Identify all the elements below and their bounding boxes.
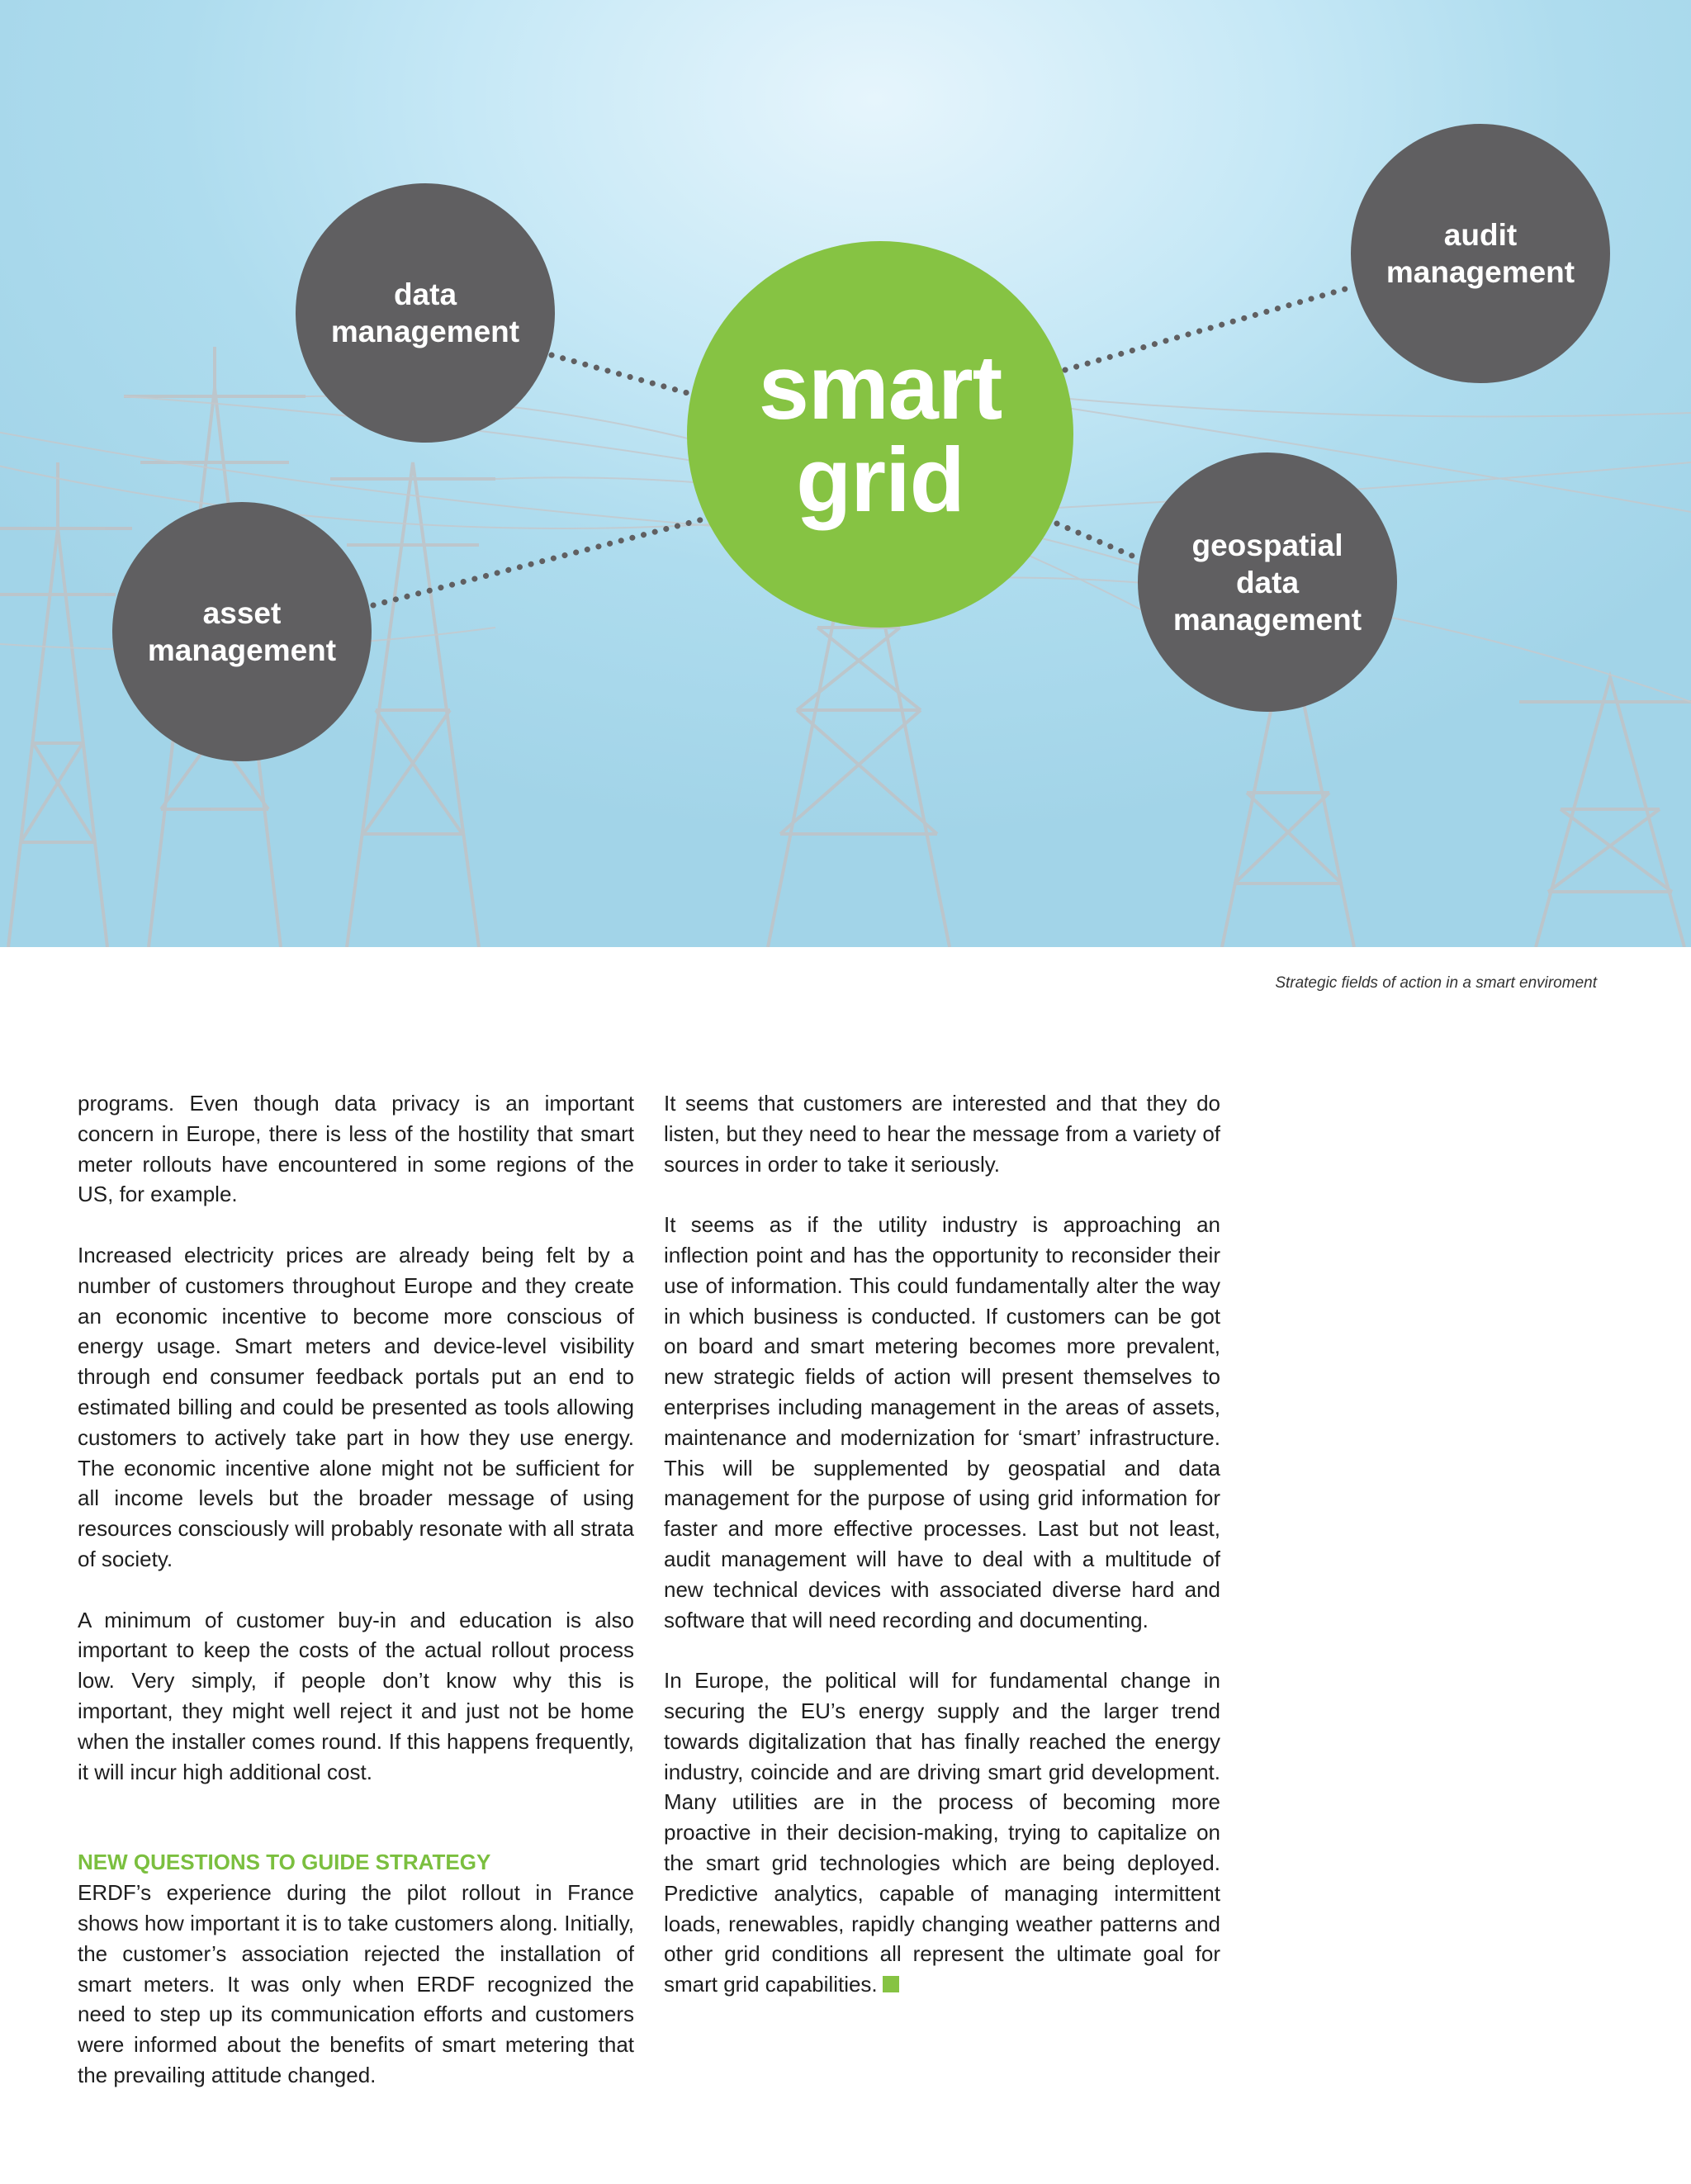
left-paragraph-2: Increased electricity prices are already being felt by a number of customers throughout Europe and they create an economic incentive to become more conscious of energy usage. Smart meters and device-level visibility through end consumer feedback portals put an end to estimated billing and could be presented as tools allowing customers to actively take part in how they use energy. The economic incentive alone might not be sufficient for all income levels but the broader message of using resources consciously will probably resonate with all strata of society. [78,1242,634,1571]
connector-asset-management [373,519,706,605]
left-column [78,1088,634,2091]
left-paragraph-3: A minimum of customer buy-in and education is also important to keep the costs of the actual rollout process low. Very simply, if people don’t know why this is important, they might well reject it and just not be home when the installer comes round. If this happens frequently, it will incur high additional cost. [78,1607,634,1784]
connector-geospatial [1057,523,1138,558]
smart-grid-diagram [0,0,1691,947]
data-management-node [296,183,555,443]
left-paragraph-1: programs. Even though data privacy is an important concern in Europe, there is less of the hostility that smart meter rollouts have encountered in some regions of the US, for example. [78,1091,634,1207]
asset-management-node [112,502,372,761]
right-paragraph-2: It seems as if the utility industry is approaching an inflection point and has the opportunity to reconsider their use of information. This could fundamentally alter the way in which business is conducted. If customers can be got on board and smart metering becomes more prevalent, new strategic fields of action will present themselves to enterprises including management in the areas of assets, maintenance and modernization for ‘smart’ infrastructure. This will be supplemented by geospatial and data management for the purpose of using grid information for faster and more effective processes. Last but not least, audit management will have to deal with a multitude of new technical devices with associated diverse hard and software that will need recording and documenting. [664,1212,1220,1632]
connector-data-management [552,355,694,395]
audit-management-label: audit management [1385,218,1575,289]
left-paragraph-4: ERDF’s experience during the pilot rollout in France shows how important it is to take customers along. Initially, the customer’s association rejected the installation of smart meters. It was only when ERDF recognized the need to step up its communication efforts and customers were informed about the benefits of smart metering that the prevailing attitude changed. [78,1880,634,2087]
smart-grid-label: smart grid [758,337,1002,531]
geospatial-data-management-label: geospatial data management [1172,528,1362,637]
audit-management-node [1351,124,1610,383]
figure-caption: Strategic fields of action in a smart enviroment [1275,974,1597,992]
right-column [664,1088,1220,2000]
right-paragraph-3: In Europe, the political will for fundamental change in securing the EU’s energy supply and the larger trend towards digitalization that has finally reached the energy industry, coincide and are driving smart grid development. Many utilities are in the process of becoming more proactive in their decision-making, trying to capitalize on the smart grid technologies which are being deployed. Predictive analytics, capable of managing intermittent loads, renewables, rapidly changing weather patterns and other grid conditions all represent the ultimate goal for smart grid capabilities. [664,1668,1220,1997]
smart-grid-center-node [687,241,1073,628]
end-of-article-mark [883,1976,899,1992]
section-heading: NEW QUESTIONS TO GUIDE STRATEGY [78,1850,491,1875]
asset-management-label: asset management [147,596,337,667]
right-paragraph-1: It seems that customers are interested and that they do listen, but they need to hear the message from a variety of sources in order to take it seriously. [664,1091,1220,1177]
geospatial-data-management-node [1138,452,1397,712]
data-management-label: data management [330,277,520,348]
right-paragraph-3-container [664,1665,1220,2000]
connector-audit-management [1065,287,1351,370]
hero-image [0,0,1691,947]
